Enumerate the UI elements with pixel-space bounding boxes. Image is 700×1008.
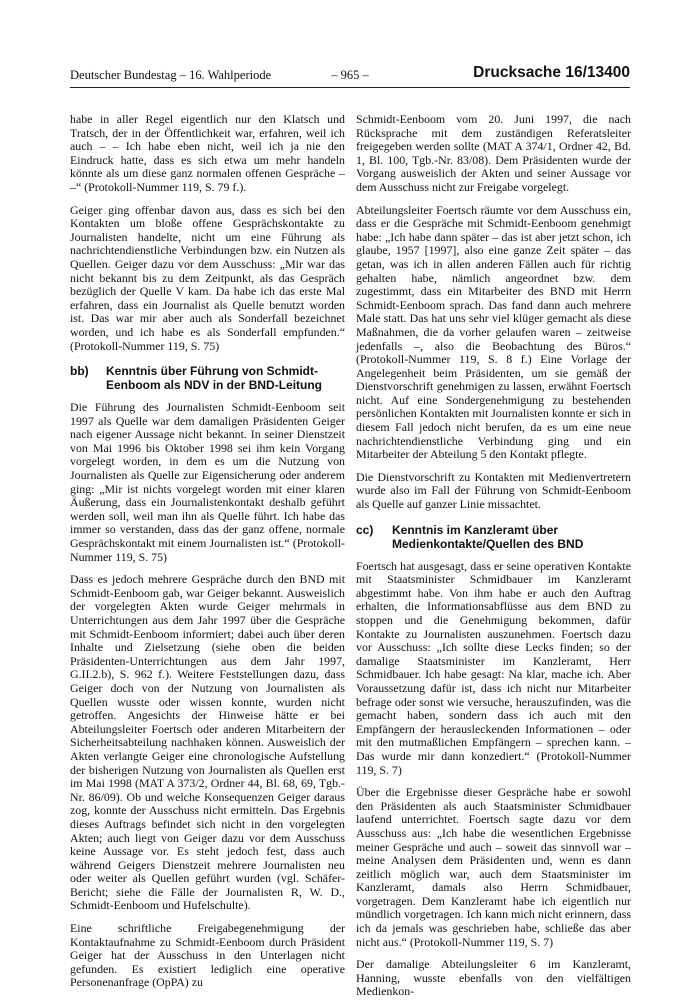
left-column [70,113,345,999]
section-title: Kenntnis im Kanzleramt über Medienkontakte/Quellen des BND [392,522,584,551]
paragraph: habe in aller Regel eigentlich nur den Klatsch und Tratsch, der in der Öffentlichkeit war, erfahren, weil ich auch – – Ich habe eben nicht, weil ich ja nie den Eindruck hatte, dass es sich etwa um mehr handeln könnte als um diese ganz normalen offenen Gespräche – –“ (Protokoll-Nummer 119, S. 79 f.). [70,112,345,194]
paragraph: Geiger ging offenbar davon aus, dass es sich bei den Kontakten um bloße offene Gesprächskontakte zu Journalisten handelte, nicht um eine Führung als nachrichtendienstliche Verbindungen bzw. ein Nutzen als Quellen. Geiger dazu vor dem Ausschuss: „Mir war das nicht bekannt bis zu dem Zeitpunkt, als das Gespräch bezüglich der Quelle V kam. Da habe ich das erste Mal erfahren, dass ein Journalist als Quelle benutzt worden ist. Das war mir aber auch als Sonderfall bezeichnet worden, und ich habe es als Sonderfall empfunden.“ (Protokoll-Nummer 119, S. 75) [70,202,345,353]
section-heading-cc [356,523,631,551]
paragraph: Abteilungsleiter Foertsch räumte vor dem Ausschuss ein, dass er die Gespräche mit Schmidt-Eenboom genehmigt habe: „Ich habe dann später – das ist aber jetzt schon, ich glaube, 1957 [1997], also eine ganze Zeit später – das getan, was ich in allen anderen Fällen auch für richtig gehalten habe, nämlich angeordnet bzw. dem zugestimmt, dass ein Mitarbeiter des BND mit Herrn Schmidt-Eenboom sprach. Das fand dann auch mehrere Male statt. Das hat uns sehr viel klüger gemacht als diese Maßnahmen, die da vorher gelaufen waren – zeitweise jedenfalls –, also die Beobachtung des Büros.“ (Protokoll-Nummer 119, S. 8 f.) Eine Vorlage der Angelegenheit beim Präsidenten, um sie gemäß der Dienstvorschrift genehmigen zu lassen, erwähnt Foertsch nicht. Auf eine Sondergenehmigung zu bestehenden persönlichen Kontakten mit Journalisten konnte er sich in diesem Fall jedoch nicht berufen, da es um eine neue nachrichtendienstliche Verbindung ging und ein Mitarbeiter der Abteilung 5 den Kontakt pflegte. [356,202,631,462]
section-label: bb) [70,364,89,379]
paragraph: Der damalige Abteilungsleiter 6 im Kanzleramt, Hanning, wusste ebenfalls von den vielfältigen Medienkon- [356,957,631,999]
paragraph: Foertsch hat ausgesagt, dass er seine operativen Kontakte mit Staatsminister Schmidbauer im Kanzleramt abgestimmt habe. Von ihm habe er auch den Auftrag erhalten, die Informationsabflüsse aus dem BND zu stoppen und die Genehmigung bekommen, dafür Kontakte zu Journalisten auszunehmen. Foertsch dazu vor Ausschuss: „Ich sollte diese Lecks finden; so der damalige Staatsminister im Kanzleramt, Herr Schmidbauer. Ich habe gesagt: Na klar, mache ich. Aber Voraussetzung dafür ist, dass ich nicht nur Mitarbeiter befrage oder sonst wie versuche, herauszufinden, was die gemacht haben, sondern dass ich auch mit den Empfängern der herausleckenden Informationen – oder mit den mutmaßlichen Empfängern – sprechen kann. – Das wurde mir dann konzediert.“ (Protokoll-Nummer 119, S. 7) [356,558,631,777]
section-label: cc) [356,522,374,537]
paragraph: Die Führung des Journalisten Schmidt-Eenboom seit 1997 als Quelle war dem damaligen Präsidenten Geiger nach eigener Aussage nicht bekannt. In seiner Dienstzeit von Mai 1996 bis Oktober 1998 sei ihm kein Vorgang vorgelegt worden, in dem es um die Nutzung von Journalisten als Quelle zur Eigensicherung oder anderem ging: „Mir ist nichts vorgelegt worden mit einer klaren Äußerung, dass ein Journalistenkontakt deshalb geführt werden soll, weil man ihn als Quelle führt. Ich habe das immer so verstanden, dass das der ganz offene, normale Gesprächskontakt mit einem Journalisten ist.“ (Protokoll-Nummer 119, S. 75) [70,400,345,564]
right-column [356,113,631,1008]
paragraph: Eine schriftliche Freigabegenehmigung der Kontaktaufnahme zu Schmidt-Eenboom durch Präsident Geiger hat der Ausschuss in den Unterlagen nicht gefunden. Es existiert lediglich eine operative Personenanfrage (OpPA) zu [70,921,345,990]
paragraph: Schmidt-Eenboom vom 20. Juni 1997, die nach Rücksprache mit dem zuständigen Referatsleiter freigegeben werden sollte (MAT A 374/1, Ordner 42, Bd. 1, Bl. 100, Tgb.-Nr. 83/08). Dem Präsidenten wurde der Vorgang ausweislich der Akten und seiner Aussage vor dem Ausschuss nicht zur Freigabe vorgelegt. [356,112,631,194]
header-publication: Deutscher Bundestag – 16. Wahlperiode [70,68,272,82]
header-document-number [473,64,630,82]
section-title: Kenntnis über Führung von Schmidt-Eenboom als NDV in der BND-Leitung [106,364,323,393]
section-heading-bb [70,364,345,392]
paragraph: Dass es jedoch mehrere Gespräche durch den BND mit Schmidt-Eenboom gab, war Geiger bekannt. Ausweislich der vorgelegten Akten wurde Geiger mehrmals in Unterrichtungen aus dem Jahr 1997 über die Gespräche mit Schmidt-Eenboom informiert; dabei auch über deren Inhalte und Zielsetzung (siehe oben die beiden Präsidenten-Unterrichtungen aus dem Jahr 1997, G.II.2.b), S. 962 f.). Weitere Feststellungen dazu, dass Geiger doch von der Nutzung von Journalisten als Quellen wusste oder wissen konnte, wurden nicht getroffen. Angesichts der Hinweise hätte er bei Abteilungsleiter Foertsch oder anderen Mitarbeitern der Sicherheitsabteilung nachhaken können. Ausweislich der Akten verlangte Geiger eine chronologische Aufstellung der bisherigen Nutzung von Journalisten als Quellen erst im Mai 1998 (MAT A 373/2, Ordner 44, Bl. 68, 69, Tgb.-Nr. 86/09). Ob und welche Konsequenzen Geiger daraus zog, konnte der Ausschuss nicht ermitteln. Das Ergebnis dieses Auftrags befindet sich nicht in den vorgelegten Akten; auch liegt von Geiger dazu vor dem Ausschuss keine Aussage vor. Es steht jedoch fest, dass auch während Geigers Dienstzeit mehrere Journalisten neu oder weiter als Quellen geführt wurden (vgl. Schäfer-Bericht; siehe die Fälle der Journalisten R, W. D., Schmidt-Eenboom und Hufelschulte). [70,572,345,913]
header-doc-prefix: Drucksache 16/ [473,64,587,81]
page-header [70,64,630,86]
paragraph: Über die Ergebnisse dieser Gespräche habe er sowohl den Präsidenten als auch Staatsminister Schmidbauer laufend unterrichtet. Foertsch sagte dazu vor dem Ausschuss aus: „Ich habe die wesentlichen Ergebnisse meiner Gespräche und auch – soweit das sinnvoll war – meine Analysen dem Präsidenten und, wenn es dann zeitlich möglich war, auch dem Staatsminister im Kanzleramt, damals also Herrn Schmidbauer, vorgetragen. Dem Kanzleramt habe ich eigentlich nur mündlich vorgetragen. Ich kann mich nicht erinnern, dass ich da jemals was geschrieben habe, schließe das aber nicht aus.“ (Protokoll-Nummer 119, S. 7) [356,785,631,949]
paragraph: Die Dienstvorschrift zu Kontakten mit Medienvertretern wurde also im Fall der Führung von Schmidt-Eenboom als Quelle auf ganzer Linie missachtet. [356,469,631,512]
header-page-number: – 965 – [331,68,369,82]
header-rule [70,87,630,88]
header-doc-id: 13400 [586,64,630,81]
